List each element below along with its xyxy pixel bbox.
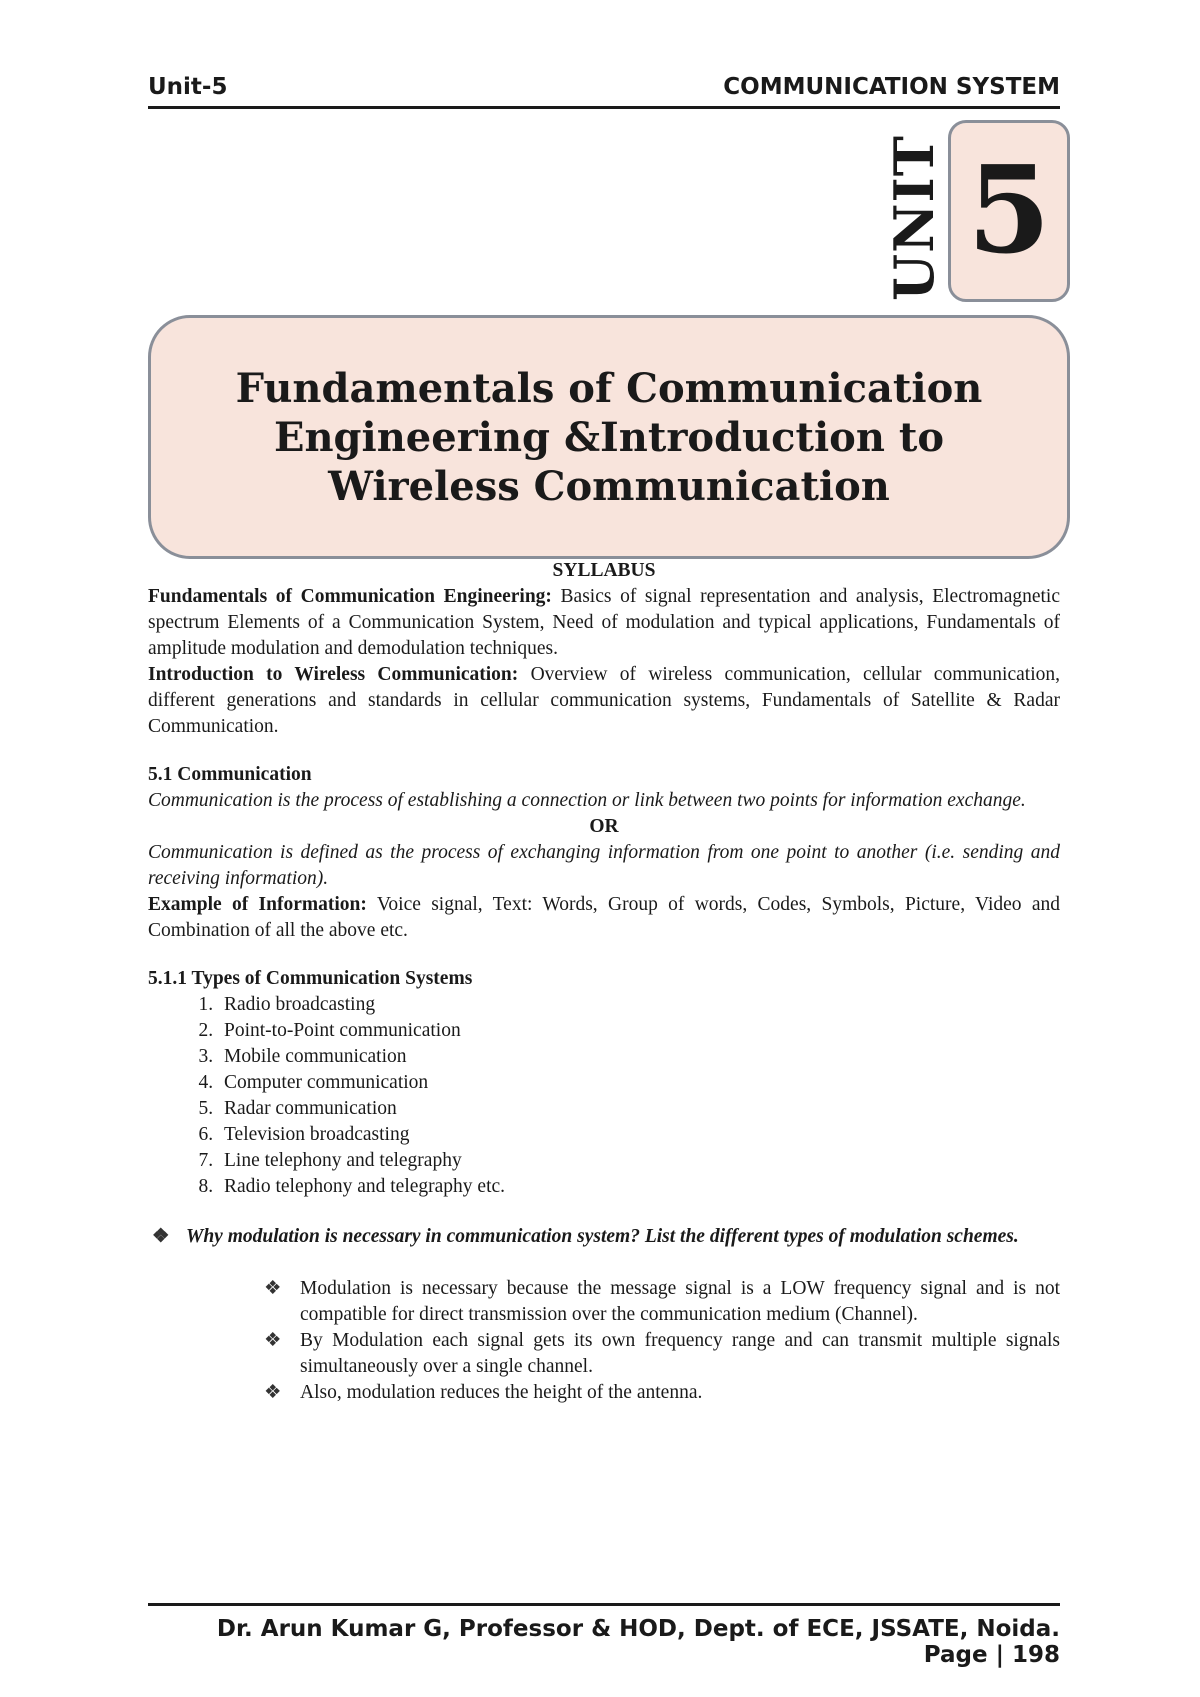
syllabus-para2-text: Overview of wireless communication, cellular communication, different generations and standards in cellular communication systems, Fundamentals of Satellite & Radar Communication. xyxy=(148,664,1060,737)
list-item: 5. Radar communication xyxy=(218,1096,1060,1122)
communication-definition-2: Communication is defined as the process of exchanging information from one point to another (i.e. sending and receiving information). xyxy=(148,842,1060,889)
chapter-title: Fundamentals of Communication Engineering &Introduction to Wireless Communication xyxy=(235,364,983,510)
answer-text: Also, modulation reduces the height of the antenna. xyxy=(300,1382,703,1403)
or-separator: OR xyxy=(589,816,619,837)
unit-word-vertical xyxy=(882,135,946,301)
diamond-bullet-icon: ❖ xyxy=(264,1330,282,1351)
page-header xyxy=(148,72,1060,109)
question-text: Why modulation is necessary in communication system? List the different types of modulation schemes. xyxy=(186,1226,1019,1247)
list-item: 2. Point-to-Point communication xyxy=(218,1018,1060,1044)
section-5-1-heading: 5.1 Communication xyxy=(148,764,312,785)
header-unit-label: Unit-5 xyxy=(148,74,228,100)
syllabus-paragraph-2 xyxy=(148,662,1060,740)
modulation-question xyxy=(148,1224,1060,1250)
answer-text: Modulation is necessary because the message signal is a LOW frequency signal and is not compatible for direct transmission over the communication medium (Channel). xyxy=(300,1278,1060,1325)
syllabus-paragraph-1 xyxy=(148,584,1060,662)
syllabus-para1-text: Basics of signal representation and analysis, Electromagnetic spectrum Elements of a Communication System, Need of modulation and typical applications, Fundamentals of amplitude modulation and demodulation techniques. xyxy=(148,586,1060,659)
unit-number-badge: 5 xyxy=(948,120,1070,302)
diamond-bullet-icon: ❖ xyxy=(152,1226,170,1247)
diamond-bullet-icon: ❖ xyxy=(264,1382,282,1403)
header-subject-label: COMMUNICATION SYSTEM xyxy=(723,74,1060,100)
list-item xyxy=(264,1380,1060,1406)
chapter-title-box xyxy=(148,315,1070,559)
syllabus-para2-title: Introduction to Wireless Communication: xyxy=(148,664,519,685)
example-paragraph xyxy=(148,892,1060,944)
unit-word-text: UNIT xyxy=(882,135,946,301)
page-footer: Dr. Arun Kumar G, Professor & HOD, Dept. of ECE, JSSATE, Noida. Page | 198 xyxy=(148,1603,1060,1668)
list-item xyxy=(264,1276,1060,1328)
list-item: 4. Computer communication xyxy=(218,1070,1060,1096)
modulation-answers-list xyxy=(148,1276,1060,1406)
list-item: 6. Television broadcasting xyxy=(218,1122,1060,1148)
page-content xyxy=(148,558,1060,1406)
communication-definition-1: Communication is the process of establishing a connection or link between two points for information exchange. xyxy=(148,790,1026,811)
example-label: Example of Information: xyxy=(148,894,367,915)
section-5-1-1-heading: 5.1.1 Types of Communication Systems xyxy=(148,968,473,989)
diamond-bullet-icon: ❖ xyxy=(264,1278,282,1299)
list-item: 7. Line telephony and telegraphy xyxy=(218,1148,1060,1174)
list-item: 8. Radio telephony and telegraphy etc. xyxy=(218,1174,1060,1200)
answer-text: By Modulation each signal gets its own frequency range and can transmit multiple signals simultaneously over a single channel. xyxy=(300,1330,1060,1377)
communication-types-list xyxy=(148,992,1060,1200)
list-item xyxy=(264,1328,1060,1380)
syllabus-para1-title: Fundamentals of Communication Engineering: xyxy=(148,586,552,607)
list-item: 3. Mobile communication xyxy=(218,1044,1060,1070)
syllabus-heading: SYLLABUS xyxy=(552,560,656,581)
example-text: Voice signal, Text: Words, Group of words, Codes, Symbols, Picture, Video and Combination of all the above etc. xyxy=(148,894,1060,941)
list-item: 1. Radio broadcasting xyxy=(218,992,1060,1018)
